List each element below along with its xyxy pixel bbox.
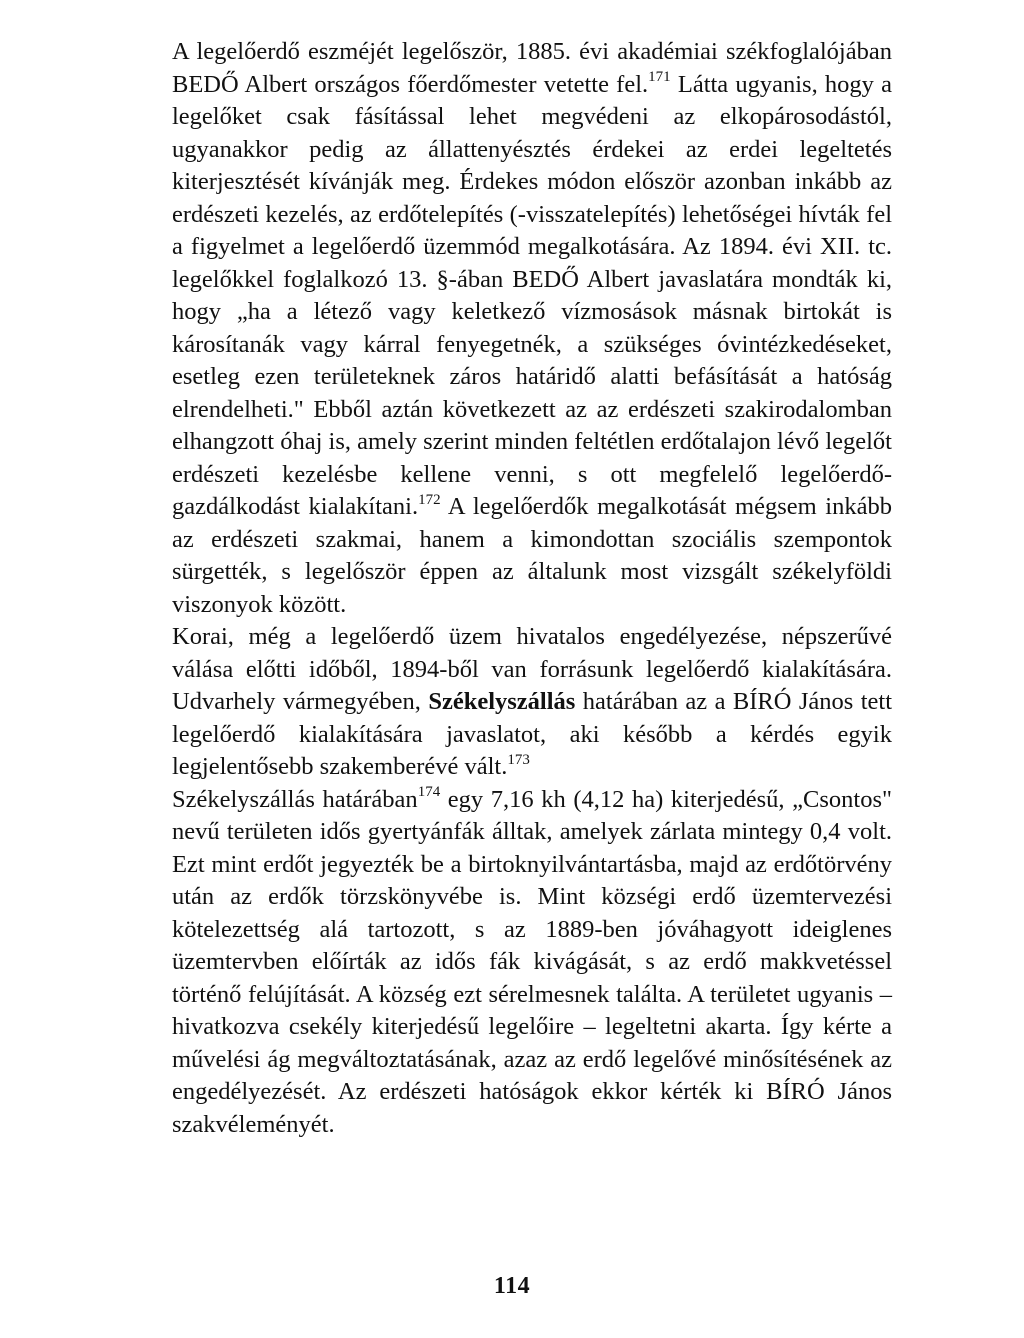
bold-place-name: Székelyszállás (428, 688, 576, 715)
page-body (172, 36, 892, 1141)
page-number: 114 (493, 1273, 531, 1299)
text-run: Székelyszállás határában (172, 785, 418, 813)
footnote-marker-172[interactable]: 172 (418, 491, 441, 508)
footnote-marker-171[interactable]: 171 (648, 69, 671, 86)
paragraph-3 (172, 784, 892, 1142)
paragraph-1 (172, 36, 892, 621)
text-run: A legelőerdő eszméjét legelőször, 1885. évi akadémiai székfoglalójában BEDŐ Albert országos főerdőmester vetette fel. (172, 38, 892, 98)
footnote-marker-173[interactable]: 173 (507, 751, 530, 768)
text-run: egy 7,16 kh (4,12 ha) kiterjedésű, „Csontos" nevű területen idős gyertyánfák álltak, amelyek zárlata mintegy 0,4 volt. Ezt mint erdőt jegyezték be a birtoknyilvántartásba, majd az erdőtörvény után az erdők törzskönyvébe is. Mint községi erdő üzemtervezési kötelezettség alá tartozott, s az 1889-ben jóváhagyott ideiglenes üzemtervben előírták az idős fák kivágását, s az erdő makkvetéssel történő felújítását. A község ezt sérelmesnek találta. A területet ugyanis – hivatkozva csekély kiterjedésű legelőire – legeltetni akarta. Így kérte a művelési ág megváltoztatásának, azaz az erdő legelővé minősítésének az engedélyezését. Az erdészeti hatóságok ekkor kérték ki BÍRÓ János szakvéleményét. (172, 785, 892, 1138)
text-run: Korai, még a legelőerdő üzem hivatalos engedélyezése, népszerűvé válása előtti időből, 1894-ből van forrásunk legelőerdő kialakítására. Udvarhely vármegyében, (172, 623, 892, 715)
paragraph-2 (172, 621, 892, 784)
text-run: határában az a BÍRÓ János tett legelőerdő kialakítására javaslatot, aki később a kérdés egyik legjelentősebb szakemberévé vált. (172, 688, 892, 780)
footnote-marker-174[interactable]: 174 (417, 784, 441, 801)
text-run: Látta ugyanis, hogy a legelőket csak fásítással lehet megvédeni az elkopárosodástól, ugyanakkor pedig az állattenyésztés érdekei az erdei legeltetés kiterjesztését kívánják meg. Érdekes módon először azonban inkább az erdészeti kezelés, az erdőtelepítés (-visszatelepítés) lehetőségei hívták fel a figyelmet a legelőerdő üzemmód megalkotására. Az 1894. évi XII. tc. legelőkkel foglalkozó 13. §-ában BEDŐ Albert javaslatára mondták ki, hogy „ha a létező vagy keletkező vízmosások másnak birtokát is károsítanák vagy kárral fenyegetnék, a szükséges óvintézkedéseket, esetleg ezen területeknek záros határidő alatti befásítását a hatóság elrendelheti." Ebből aztán következett az az erdészeti szakirodalomban elhangzott óhaj is, amely szerint minden feltétlen erdőtalajon lévő legelőt erdészeti kezelésbe kellene venni, s ott megfelelő legelőerdő-gazdálkodást kialakítani. (172, 70, 892, 520)
text-run: A legelőerdők megalkotását mégsem inkább az erdészeti szakmai, hanem a kimondottan szociális szempontok sürgették, s legelőször éppen az általunk most vizsgált székelyföldi viszonyok között. (172, 493, 892, 618)
